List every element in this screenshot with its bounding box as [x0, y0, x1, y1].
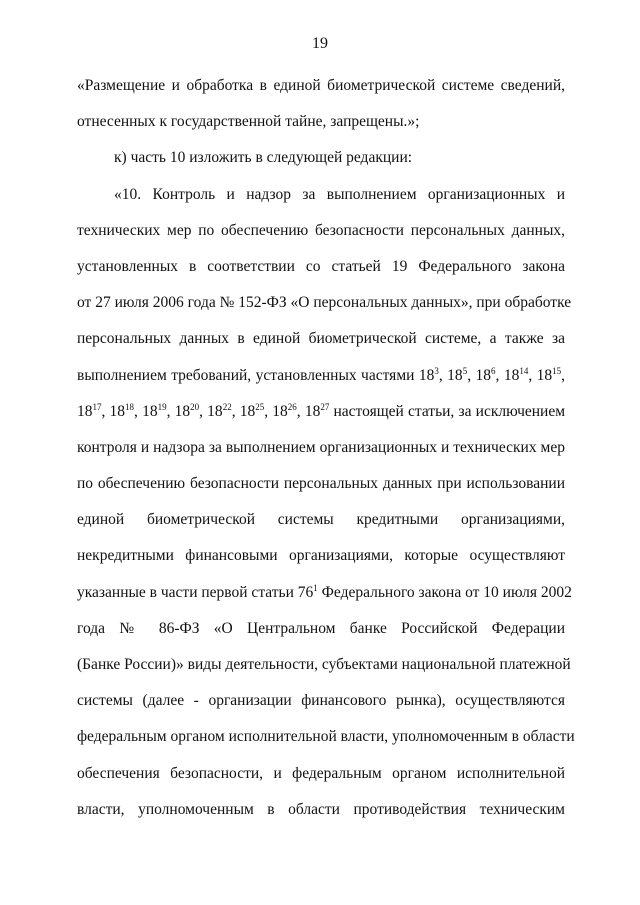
superscript: 6	[491, 365, 496, 376]
text-line	[77, 68, 565, 104]
text-segment: контроля и надзора за выполнением организационных и технических мер	[77, 438, 565, 456]
superscript: 18	[125, 401, 135, 412]
text-segment: настоящей статьи, за исключением	[329, 402, 566, 420]
text-segment: года № 86-ФЗ «О Центральном банке Российской Федерации	[77, 619, 565, 637]
superscript: 14	[519, 365, 529, 376]
text-segment: 18	[77, 402, 93, 420]
text-line	[77, 358, 565, 394]
text-line	[77, 140, 565, 176]
text-line	[77, 502, 565, 538]
text-segment: установленных в соответствии со статьей 19 Федерального закона	[77, 257, 565, 275]
text-line	[77, 430, 565, 466]
text-segment: некредитными финансовыми организациями, которые осуществляют	[77, 547, 565, 565]
text-segment: , 18	[495, 366, 520, 384]
superscript: 3	[434, 365, 439, 376]
superscript: 26	[287, 401, 297, 412]
text-line	[77, 321, 565, 357]
text-segment: Федерального закона от 10 июля 2002	[317, 583, 572, 601]
text-segment: единой биометрической системы кредитными организациями,	[77, 511, 565, 529]
text-segment: по обеспечению безопасности персональных данных при использовании	[77, 475, 565, 493]
text-segment: отнесенных к государственной тайне, запрещены.»;	[77, 113, 420, 131]
text-segment: , 18	[264, 402, 288, 420]
page-number: 19	[312, 35, 328, 52]
document-body	[77, 68, 575, 828]
text-segment: федеральным органом исполнительной власти, уполномоченным в области	[77, 728, 575, 746]
text-line	[77, 394, 565, 430]
text-line	[77, 177, 565, 213]
superscript: 15	[552, 365, 562, 376]
text-line	[77, 249, 565, 285]
text-line	[77, 756, 565, 792]
text-segment: , 18	[134, 402, 158, 420]
text-line	[77, 538, 565, 574]
text-segment: ,	[561, 366, 566, 384]
text-segment: , 18	[199, 402, 223, 420]
text-segment: обеспечения безопасности, и федеральным органом исполнительной	[77, 764, 565, 782]
superscript: 20	[190, 401, 200, 412]
superscript: 22	[222, 401, 232, 412]
text-line	[77, 575, 572, 611]
text-line	[77, 104, 565, 140]
text-line	[77, 719, 575, 755]
text-segment: власти, уполномоченным в области противодействия техническим	[77, 800, 565, 818]
text-segment: указанные в части первой статьи 76	[77, 583, 314, 601]
text-segment: (Банке России)» виды деятельности, субъектами национальной платежной	[77, 656, 571, 673]
text-segment: системы (далее - организации финансового рынка), осуществляются	[77, 692, 565, 710]
text-segment: , 18	[101, 402, 126, 420]
text-segment: , 18	[231, 402, 256, 420]
text-segment: «10. Контроль и надзор за выполнением организационных и	[114, 185, 565, 203]
text-segment: , 18	[166, 402, 191, 420]
text-line	[77, 285, 572, 321]
text-line	[77, 611, 565, 647]
text-segment: , 18	[296, 402, 321, 420]
text-line	[77, 647, 571, 683]
text-segment: от 27 июля 2006 года № 152-ФЗ «О персональных данных», при обработке	[77, 294, 572, 312]
text-segment: , 18	[528, 366, 553, 384]
text-segment: , 18	[438, 366, 463, 384]
text-line	[77, 792, 565, 828]
superscript: 27	[320, 401, 330, 412]
text-line	[77, 466, 565, 502]
superscript: 5	[462, 365, 468, 376]
text-line	[77, 683, 565, 719]
text-segment: технических мер по обеспечению безопасности персональных данных,	[77, 221, 565, 239]
text-segment: персональных данных в единой биометрической системе, а также за	[77, 330, 565, 348]
text-line	[77, 213, 565, 249]
text-segment: выполнением требований, установленных частями 18	[77, 366, 435, 384]
text-segment: к) часть 10 изложить в следующей редакции:	[114, 149, 413, 167]
superscript: 17	[92, 401, 102, 412]
text-segment: «Размещение и обработка в единой биометрической системе сведений,	[77, 77, 565, 94]
text-segment: , 18	[467, 366, 492, 384]
superscript: 25	[255, 401, 265, 412]
superscript: 1	[313, 582, 318, 593]
superscript: 19	[157, 401, 167, 412]
